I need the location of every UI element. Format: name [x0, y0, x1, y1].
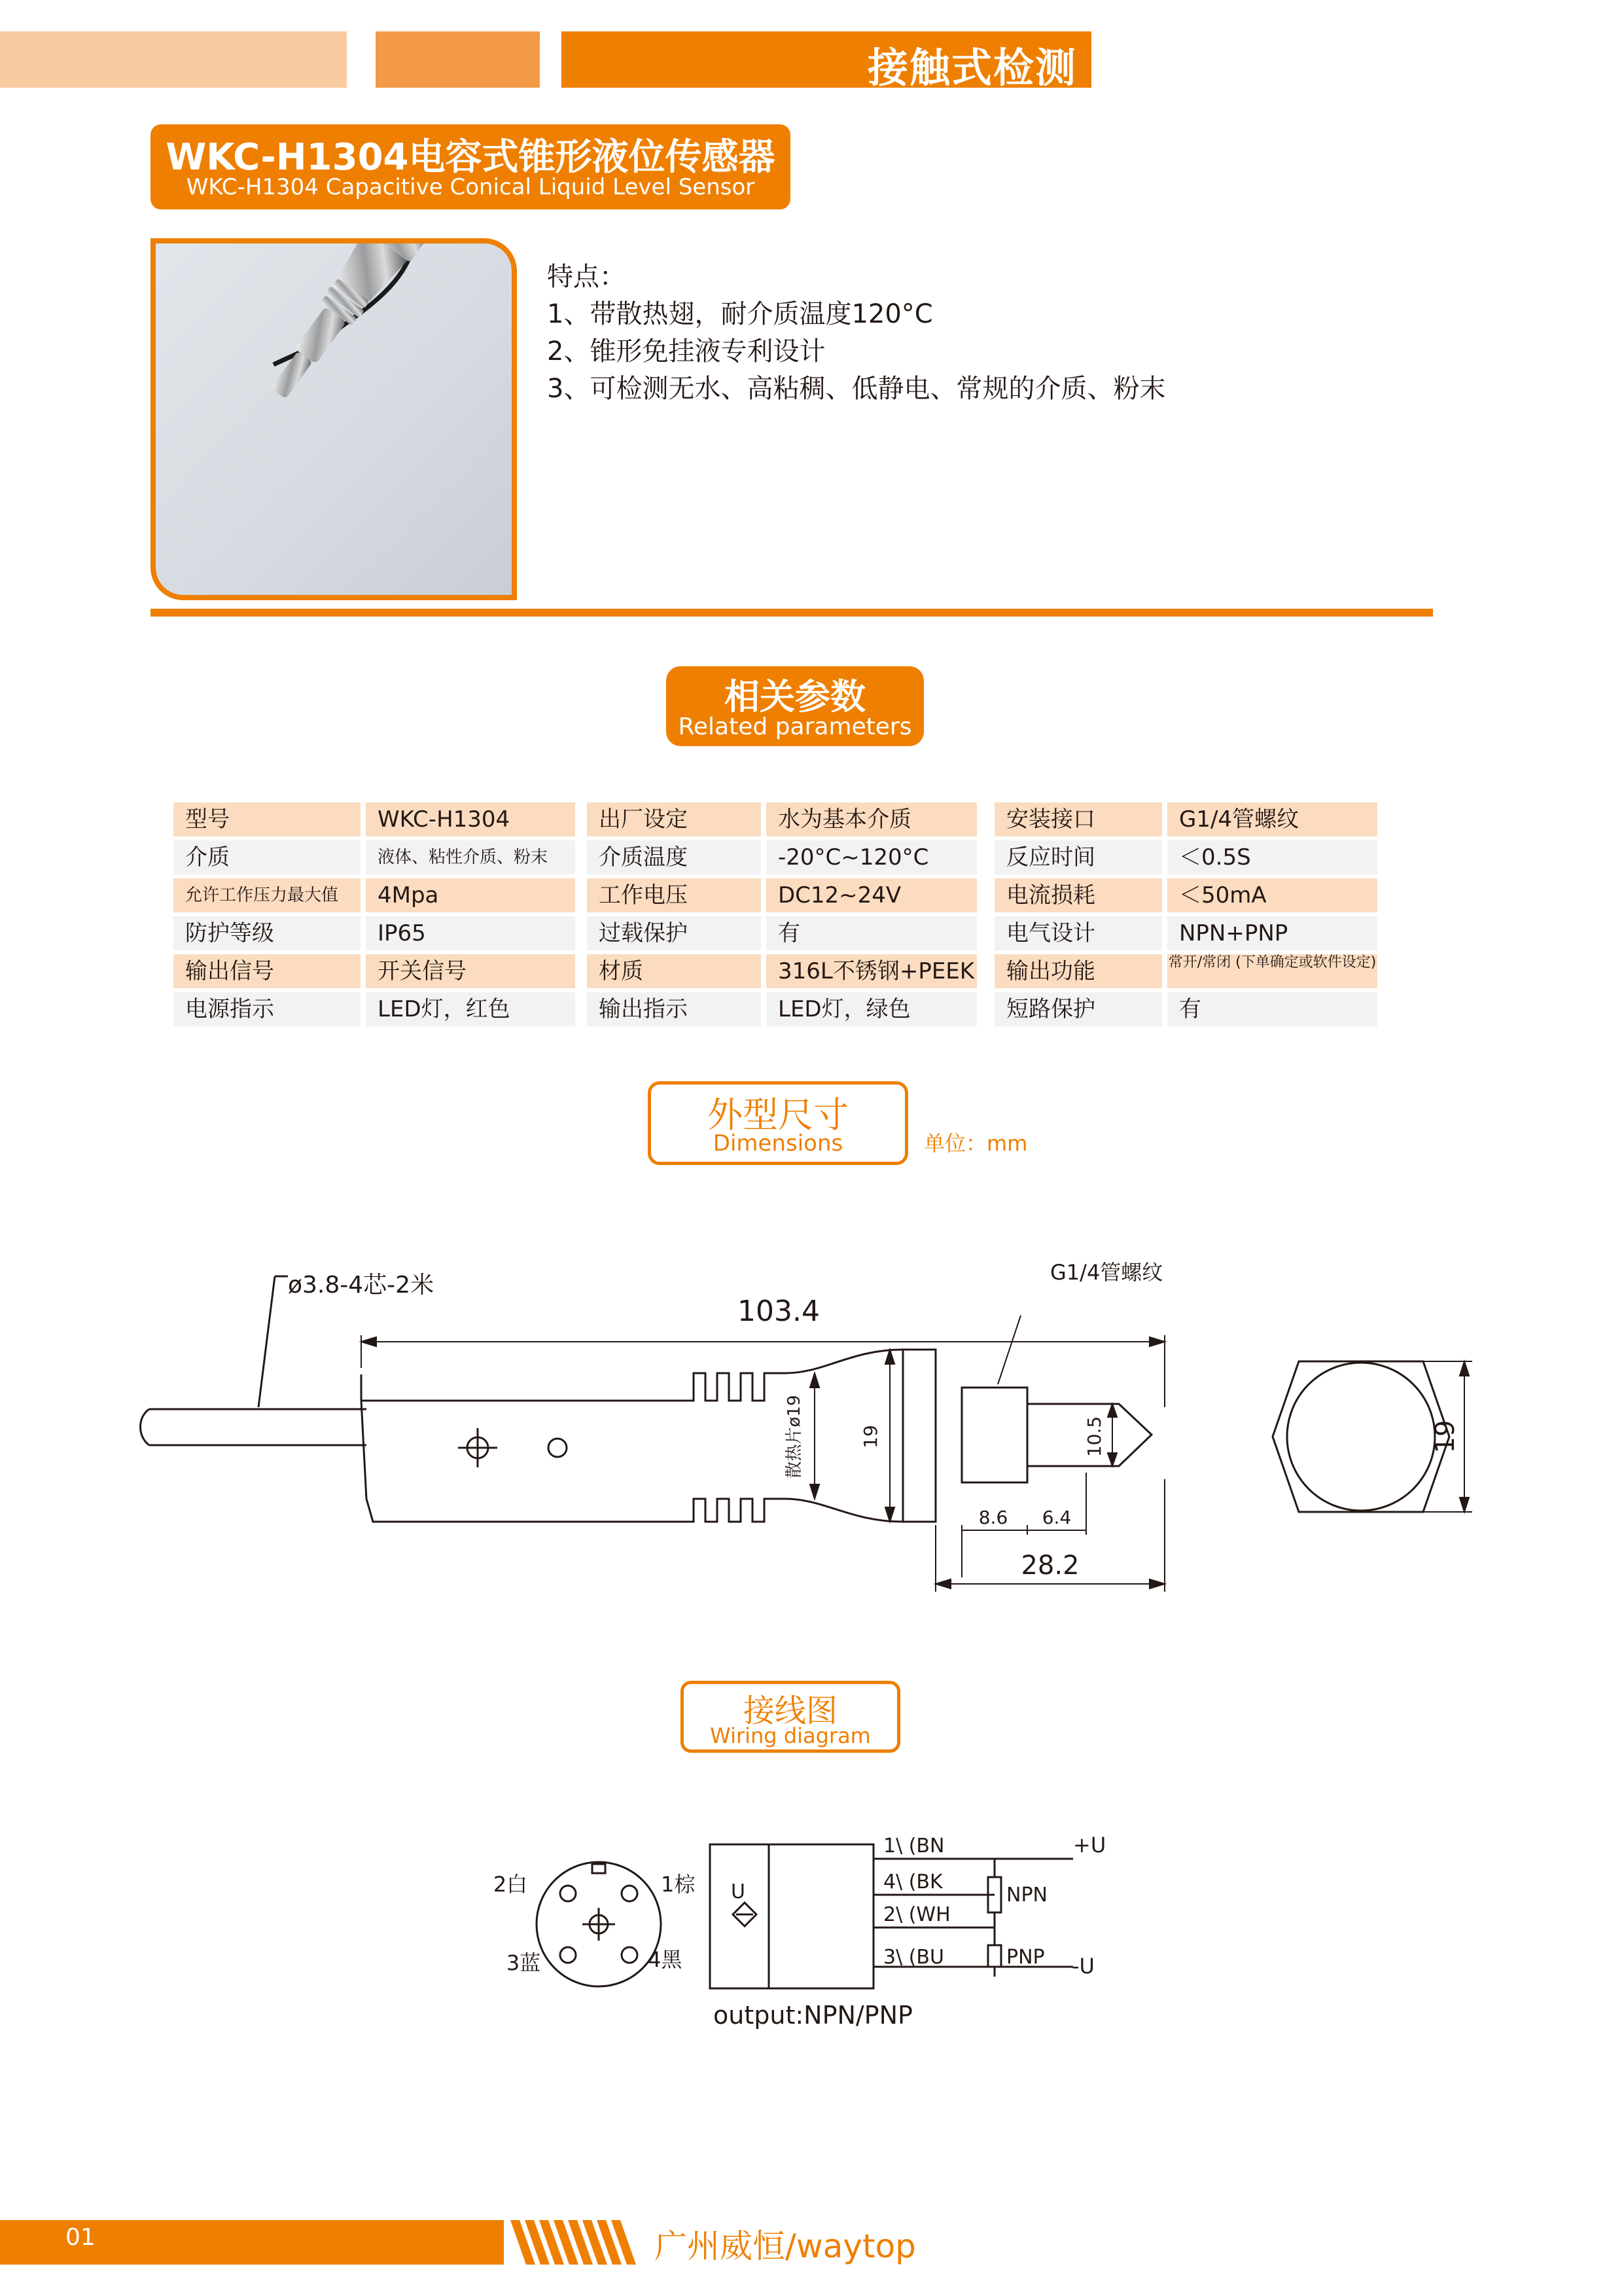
pin-2-label: 2白	[493, 1872, 528, 1897]
wire-2-label: 2\ (WH	[883, 1903, 951, 1926]
tip-diameter-label: 10.5	[1084, 1416, 1105, 1458]
table-row	[173, 802, 1377, 836]
param-value: ＜0.5S	[1167, 840, 1377, 874]
table-row	[173, 840, 1377, 874]
front-length-label: 28.2	[1021, 1551, 1080, 1581]
feature-item: 1、带散热翅，耐介质温度120°C	[547, 299, 933, 329]
fin-diameter-label: 散热片ø19	[785, 1395, 804, 1479]
params-section-header	[666, 666, 924, 746]
product-title-cn: WKC-H1304电容式锥形液位传感器	[166, 136, 775, 179]
param-label: 出厂设定	[587, 802, 761, 836]
brand-name: 广州威恒/waytop	[654, 2227, 916, 2265]
header-band-mid	[376, 31, 540, 88]
param-label: 材质	[587, 954, 761, 988]
pin-3-label: 3蓝	[506, 1950, 541, 1975]
plus-u-label: +U	[1073, 1833, 1106, 1857]
minus-u-label: -U	[1072, 1954, 1095, 1979]
param-label: 电源指示	[173, 992, 361, 1026]
thread-length-label: 8.6	[978, 1507, 1008, 1528]
param-label: 防护等级	[173, 916, 361, 950]
param-label: 允许工作压力最大值	[173, 878, 361, 912]
tip-length-label: 6.4	[1042, 1507, 1072, 1528]
sensor-box-label: U	[731, 1880, 745, 1903]
param-value: 有	[1167, 992, 1377, 1026]
param-label: 工作电压	[587, 878, 761, 912]
param-value: DC12~24V	[766, 878, 977, 912]
product-title-box	[150, 124, 790, 209]
feature-item: 2、锥形免挂液专利设计	[547, 336, 826, 367]
pin-4-label: 4黑	[648, 1947, 682, 1972]
param-value: IP65	[366, 916, 575, 950]
wire-1-label: 1\ (BN	[883, 1835, 945, 1857]
param-value: LED灯，红色	[366, 992, 575, 1026]
wire-3-label: 3\ (BU	[883, 1946, 944, 1969]
param-label: 介质	[173, 840, 361, 874]
header-band-main	[561, 31, 1091, 92]
dimensions-title-cn: 外型尺寸	[707, 1094, 849, 1136]
param-label: 反应时间	[995, 840, 1162, 874]
param-label: 安装接口	[995, 802, 1162, 836]
cable-spec-label: ø3.8-4芯-2米	[288, 1272, 434, 1299]
param-value: 水为基本介质	[766, 802, 977, 836]
param-value: 4Mpa	[366, 878, 575, 912]
param-label: 输出指示	[587, 992, 761, 1026]
table-row	[173, 992, 1377, 1026]
param-label: 输出信号	[173, 954, 361, 988]
param-value: 液体、粘性介质、粉末	[366, 840, 575, 874]
header-band-light	[0, 31, 347, 88]
dimensions-section-header	[648, 1081, 908, 1165]
param-value: G1/4管螺纹	[1167, 802, 1377, 836]
table-row	[173, 954, 1377, 988]
pin-1-label: 1棕	[661, 1872, 696, 1897]
footer-stripes-decoration	[510, 2220, 648, 2265]
wiring-diagram	[0, 1767, 1624, 2042]
param-label: 介质温度	[587, 840, 761, 874]
table-row	[173, 916, 1377, 950]
param-label: 电流损耗	[995, 878, 1162, 912]
body-diameter-label: 19	[860, 1425, 881, 1448]
param-value: WKC-H1304	[366, 802, 575, 836]
pnp-label: PNP	[1006, 1946, 1045, 1969]
wiring-section-header	[680, 1681, 900, 1753]
param-label: 电气设计	[995, 916, 1162, 950]
param-value: ＜50mA	[1167, 878, 1377, 912]
category-title: 接触式检测	[867, 44, 1077, 92]
param-label: 过载保护	[587, 916, 761, 950]
param-label: 短路保护	[995, 992, 1162, 1026]
param-value: 常开/常闭 (下单确定或软件设定)	[1167, 954, 1377, 988]
param-label: 型号	[173, 802, 361, 836]
page-number: 01	[65, 2224, 96, 2251]
thread-label: G1/4管螺纹	[1050, 1260, 1163, 1285]
param-label: 输出功能	[995, 954, 1162, 988]
table-row	[173, 878, 1377, 912]
params-section-title-cn: 相关参数	[724, 676, 866, 717]
param-value: -20°C~120°C	[766, 840, 977, 874]
features-heading: 特点：	[547, 262, 626, 292]
feature-item: 3、可检测无水、高粘稠、低静电、常规的介质、粉末	[547, 374, 1166, 404]
sensor-photo-illustration	[156, 243, 512, 595]
npn-label: NPN	[1006, 1884, 1048, 1907]
product-title-en: WKC-H1304 Capacitive Conical Liquid Level Sensor	[186, 174, 755, 200]
wiring-title-en: Wiring diagram	[710, 1723, 871, 1748]
params-section-title-en: Related parameters	[678, 713, 912, 740]
section-divider	[150, 609, 1433, 617]
features-list	[547, 259, 1165, 408]
output-label: output:NPN/PNP	[713, 2001, 913, 2030]
product-photo	[150, 238, 517, 600]
unit-label: 单位：mm	[924, 1131, 1028, 1156]
overall-length-label: 103.4	[737, 1295, 820, 1328]
param-value: NPN+PNP	[1167, 916, 1377, 950]
wiring-title-cn: 接线图	[743, 1693, 838, 1729]
param-value: LED灯，绿色	[766, 992, 977, 1026]
dimensions-title-en: Dimensions	[713, 1130, 843, 1157]
hex-size-label: 19	[1430, 1420, 1460, 1454]
param-value: 开关信号	[366, 954, 575, 988]
dimension-drawing	[0, 1230, 1624, 1623]
param-value: 316L不锈钢+PEEK	[766, 954, 977, 988]
param-value: 有	[766, 916, 977, 950]
wire-4-label: 4\ (BK	[883, 1871, 943, 1893]
